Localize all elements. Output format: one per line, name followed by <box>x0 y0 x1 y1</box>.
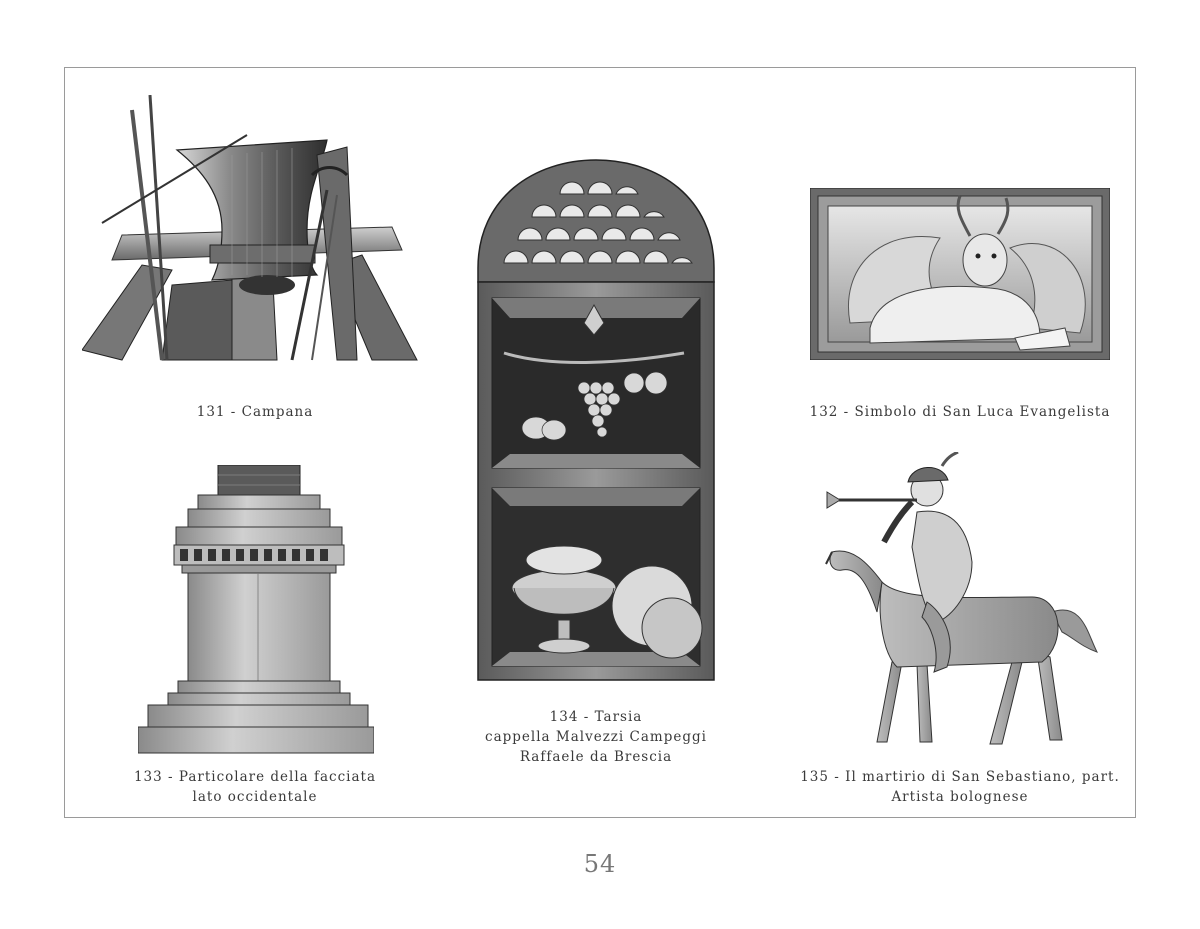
caption-132-line: 132 - Simbolo di San Luca Evangelista <box>809 404 1111 420</box>
caption-135 <box>780 767 1140 807</box>
intarsia-cabinet-drawing <box>474 158 718 682</box>
caption-134-line-2: cappella Malvezzi Campeggi <box>485 729 707 745</box>
caption-134-line-3: Raffaele da Brescia <box>519 749 673 765</box>
pedestal-drawing <box>138 465 374 755</box>
caption-134 <box>450 707 742 767</box>
caption-133 <box>110 767 400 807</box>
caption-133-line-1: 133 - Particolare della facciata <box>133 769 377 785</box>
caption-135-line-1: 135 - Il martirio di San Sebastiano, part. <box>800 769 1120 785</box>
ox-relief-drawing <box>810 188 1110 360</box>
horseman-trumpeter-drawing <box>822 452 1102 752</box>
caption-131 <box>130 402 380 422</box>
caption-134-line-1: 134 - Tarsia <box>549 709 643 725</box>
caption-132 <box>790 402 1130 422</box>
caption-131-line: 131 - Campana <box>196 404 314 420</box>
caption-133-line-2: lato occidentale <box>192 789 318 805</box>
bell-drawing <box>82 95 422 367</box>
page-number: 54 <box>583 850 617 878</box>
caption-135-line-2: Artista bolognese <box>891 789 1029 805</box>
